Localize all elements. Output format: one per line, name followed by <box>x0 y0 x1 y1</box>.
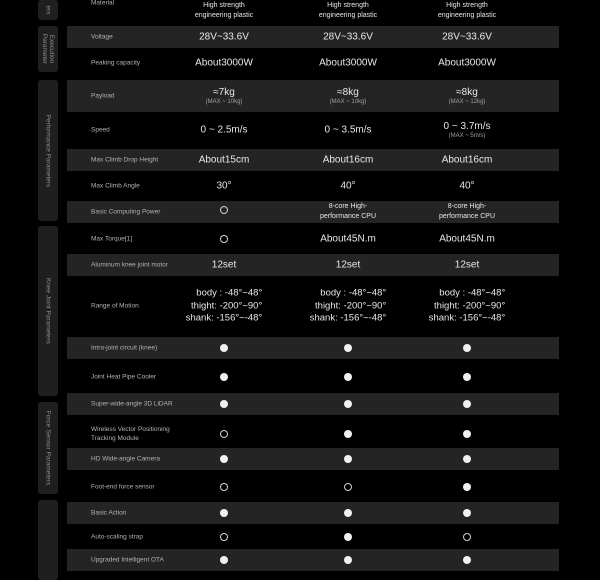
available-dot-icon <box>463 455 471 463</box>
available-dot-icon <box>344 344 352 352</box>
row-label: Voltage <box>91 33 113 41</box>
cell-speed-3 <box>444 121 491 139</box>
spec-row-intelligent-ota <box>67 549 559 571</box>
cell-material-3: High strength engineering plastic <box>437 2 497 19</box>
unavailable-circle-icon <box>220 533 228 541</box>
available-dot-icon <box>463 430 471 438</box>
available-dot-icon <box>463 400 471 408</box>
cell-torque-3: About45N.m <box>439 233 495 245</box>
motion-body: body : -48°~48° <box>439 287 506 299</box>
available-dot-icon <box>220 400 228 408</box>
row-label: Upgraded Intelligent OTA <box>91 556 164 564</box>
unavailable-circle-icon <box>463 533 471 541</box>
cell-peaking-1: About3000W <box>195 57 253 69</box>
available-dot-icon <box>220 455 228 463</box>
cell-motion-1 <box>186 287 263 325</box>
spec-row-torque <box>67 228 559 250</box>
spec-row-basic-action <box>67 502 559 524</box>
cell-voltage-1: 28V~33.6V <box>199 31 249 43</box>
spec-row-voltage <box>67 26 559 48</box>
spec-row-speed <box>67 116 559 144</box>
motion-thigh: thight: -200°~90° <box>434 299 506 311</box>
cell-knee-motor-1: 12set <box>211 259 237 271</box>
cell-climb-angle-3: 40° <box>459 180 475 192</box>
group-label: ers <box>44 5 52 15</box>
group-tab-materials <box>38 0 58 20</box>
motion-thigh: thight: -200°~90° <box>191 299 263 311</box>
unavailable-circle-icon <box>344 483 352 491</box>
payload-value: ≈7kg <box>213 87 235 98</box>
payload-max: (MAX ~ 10kg) <box>329 99 367 105</box>
spec-row-climb-height <box>67 149 559 171</box>
available-dot-icon <box>344 533 352 541</box>
cell-motion-3 <box>429 287 506 325</box>
spec-row-knee-motor <box>67 254 559 276</box>
available-dot-icon <box>220 509 228 517</box>
cell-climb-height-3: About16cm <box>441 154 493 166</box>
unavailable-circle-icon <box>220 430 228 438</box>
available-dot-icon <box>463 556 471 564</box>
motion-body: body : -48°~48° <box>320 287 387 299</box>
cell-climb-height-2: About16cm <box>322 154 374 166</box>
row-label: Max Climb Angle <box>91 182 140 190</box>
spec-row-material <box>67 0 559 22</box>
available-dot-icon <box>344 430 352 438</box>
group-tab-knee-joint <box>38 226 58 396</box>
row-label: Aluminum knee joint motor <box>91 261 168 269</box>
cell-climb-height-1: About15cm <box>198 154 250 166</box>
available-dot-icon <box>463 373 471 381</box>
available-dot-icon <box>220 344 228 352</box>
row-label: Intra-joint circuit (knee) <box>91 344 158 352</box>
row-label: Foot-end force sensor <box>91 483 155 491</box>
group-label: Force Sensor Parameters <box>44 410 52 486</box>
group-label: Performance Parameters <box>44 114 52 187</box>
motion-shank: shank: -156°~-48° <box>185 312 263 324</box>
row-label: Payload <box>91 92 115 100</box>
available-dot-icon <box>463 509 471 517</box>
spec-row-payload <box>67 80 559 112</box>
row-label: Wireless Vector Positioning Tracking Module <box>91 425 170 442</box>
available-dot-icon <box>344 400 352 408</box>
row-label: Basic Computing Power <box>91 208 161 216</box>
row-label: HD Wide-angle Camera <box>91 455 160 463</box>
cell-payload-3 <box>449 87 486 105</box>
cell-computing-2: 8-core High- performance CPU <box>319 203 377 220</box>
cell-computing-3: 8-core High- performance CPU <box>438 203 496 220</box>
available-dot-icon <box>344 556 352 564</box>
group-tab-software <box>38 500 58 580</box>
cell-knee-motor-3: 12set <box>454 259 480 271</box>
speed-max: (MAX ~ 5m/s) <box>448 133 486 139</box>
available-dot-icon <box>463 344 471 352</box>
cell-climb-angle-2: 40° <box>340 180 356 192</box>
row-label: Max Torque[1] <box>91 235 133 243</box>
cell-voltage-2: 28V~33.6V <box>323 31 373 43</box>
unavailable-circle-icon <box>220 483 228 491</box>
available-dot-icon <box>220 373 228 381</box>
cell-motion-2 <box>310 287 387 325</box>
cell-speed-1: 0 ~ 2.5m/s <box>200 124 248 136</box>
group-label: Execution Parameter <box>41 33 56 65</box>
available-dot-icon <box>463 483 471 491</box>
spec-row-range-of-motion <box>67 283 559 329</box>
payload-max: (MAX ~ 12kg) <box>448 99 486 105</box>
group-tab-performance <box>38 80 58 221</box>
cell-torque-2: About45N.m <box>320 233 376 245</box>
group-label: Knee Joint Parameters <box>44 277 52 345</box>
spec-row-auto-scaling-strap <box>67 526 559 548</box>
row-label: Basic Action <box>91 509 127 517</box>
motion-body: body : -48°~48° <box>196 287 263 299</box>
speed-value: 0 ~ 3.7m/s <box>443 121 491 132</box>
spec-row-peaking-capacity <box>67 52 559 74</box>
row-label: Range of Motion <box>91 302 139 310</box>
motion-shank: shank: -156°~-48° <box>428 312 506 324</box>
cell-climb-angle-1: 30° <box>216 180 232 192</box>
cell-knee-motor-2: 12set <box>335 259 361 271</box>
row-label: Max Climb Drop Height <box>91 156 159 164</box>
spec-row-intra-joint-circuit <box>67 337 559 359</box>
cell-peaking-3: About3000W <box>438 57 496 69</box>
row-label: Speed <box>91 126 110 134</box>
payload-value: ≈8kg <box>337 87 359 98</box>
payload-max: (MAX ~ 10kg) <box>205 99 243 105</box>
available-dot-icon <box>344 455 352 463</box>
available-dot-icon <box>344 373 352 381</box>
spec-row-heat-pipe-cooler <box>67 366 559 388</box>
cell-speed-2: 0 ~ 3.5m/s <box>324 124 372 136</box>
spec-row-climb-angle <box>67 175 559 197</box>
available-dot-icon <box>220 556 228 564</box>
cell-voltage-3: 28V~33.6V <box>442 31 492 43</box>
cell-material-1: High strength engineering plastic <box>194 2 254 19</box>
spec-row-foot-force-sensor <box>67 476 559 498</box>
row-label: Joint Heat Pipe Cooler <box>91 373 157 381</box>
motion-thigh: thight: -200°~90° <box>315 299 387 311</box>
spec-row-lidar <box>67 393 559 415</box>
spec-row-computing <box>67 201 559 223</box>
cell-payload-2 <box>330 87 367 105</box>
available-dot-icon <box>344 509 352 517</box>
spec-row-camera <box>67 448 559 470</box>
row-label: Super-wide-angle 3D LiDAR <box>91 400 173 408</box>
row-label: Material <box>91 0 115 7</box>
cell-peaking-2: About3000W <box>319 57 377 69</box>
group-tab-force-sensor <box>38 402 58 494</box>
group-tab-execution <box>38 26 58 72</box>
row-label: Auto-scaling strap <box>91 533 144 541</box>
cell-material-2: High strength engineering plastic <box>318 2 378 19</box>
spec-row-wireless-tracking <box>67 421 559 447</box>
row-label: Peaking capacity <box>91 59 141 67</box>
payload-value: ≈8kg <box>456 87 478 98</box>
unavailable-circle-icon <box>220 206 228 214</box>
motion-shank: shank: -156°~-48° <box>309 312 387 324</box>
cell-payload-1 <box>206 87 243 105</box>
unavailable-circle-icon <box>220 235 228 243</box>
